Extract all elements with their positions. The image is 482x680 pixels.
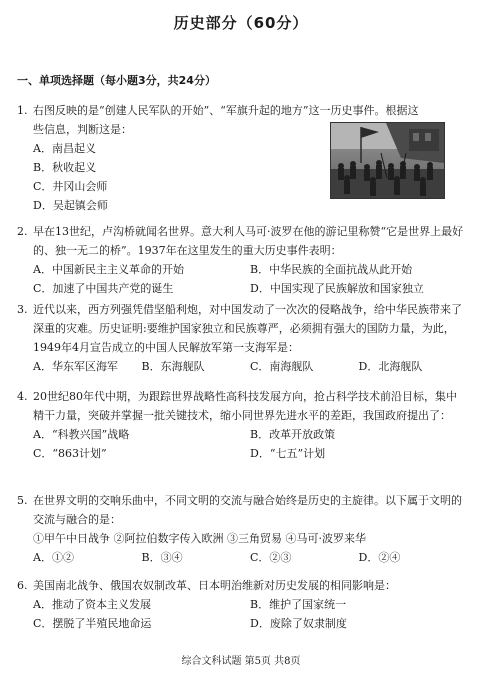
options xyxy=(17,548,467,567)
option-c: C．加速了中国共产党的诞生 xyxy=(33,282,174,295)
option-c: C．“863计划” xyxy=(33,447,107,460)
option-d: D．“七五”计划 xyxy=(250,447,326,460)
option-d: D．废除了奴隶制度 xyxy=(250,617,347,630)
option-c: C．摆脱了半殖民地命运 xyxy=(33,617,152,630)
option-b: B．③④ xyxy=(141,551,183,564)
option-d: D．北海舰队 xyxy=(358,360,423,373)
options xyxy=(17,425,467,463)
option-a: A．中国新民主主义革命的开始 xyxy=(33,263,184,276)
question-stem: 在世界文明的交响乐曲中，不同文明的交流与融合始终是历史的主旋律。以下属于文明的交流与融合的是： xyxy=(33,494,462,526)
question-3 xyxy=(17,300,467,376)
options xyxy=(17,357,467,376)
question-5 xyxy=(17,491,467,567)
question-number: 4. xyxy=(17,390,28,403)
options xyxy=(17,260,467,298)
option-a: A．“科教兴国”战略 xyxy=(33,428,130,441)
option-d: D．中国实现了民族解放和国家独立 xyxy=(250,282,424,295)
option-b: B．中华民族的全面抗战从此开始 xyxy=(250,263,413,276)
section-heading: 一、单项选择题（每小题3分，共24分） xyxy=(17,74,216,87)
option-b: B．改革开放政策 xyxy=(250,428,336,441)
option-b: B．东海舰队 xyxy=(141,360,205,373)
option-a: A．南昌起义 xyxy=(33,142,96,155)
option-c: C．②③ xyxy=(250,551,292,564)
statement-list: ①甲午中日战争 ②阿拉伯数字传入欧洲 ③三角贸易 ④马可·波罗来华 xyxy=(33,532,366,545)
option-c: C．井冈山会师 xyxy=(33,180,108,193)
option-a: A．华东军区海军 xyxy=(33,360,118,373)
question-4 xyxy=(17,387,467,463)
question-stem: 近代以来，西方列强凭借坚船利炮，对中国发动了一次次的侵略战争，给中华民族带来了深重的灾难。历史证明:要维护国家独立和民族尊严，必须拥有强大的国防力量，为此，1949年4月宣告成立的中国人民解放军第一支海军是： xyxy=(33,303,462,354)
option-d: D．②④ xyxy=(358,551,401,564)
option-a: A．①② xyxy=(33,551,74,564)
options xyxy=(17,595,467,633)
question-number: 3. xyxy=(17,303,28,316)
question-stem: 20世纪80年代中期，为跟踪世界战略性高科技发展方向，抢占科学技术前沿目标，集中精干力量，突破并掌握一批关键技术，缩小同世界先进水平的差距，我国政府提出了： xyxy=(33,390,457,422)
question-number: 5. xyxy=(17,494,28,507)
historical-photo xyxy=(330,122,445,199)
option-c: C．南海舰队 xyxy=(250,360,314,373)
page-footer: 综合文科试题 第5页 共8页 xyxy=(181,656,301,667)
question-6 xyxy=(17,576,467,633)
question-2 xyxy=(17,222,467,298)
question-stem: 早在13世纪，卢沟桥就闻名世界。意大利人马可·波罗在他的游记里称赞“它是世界上最好的、独一无二的桥”。1937年在这里发生的重大历史事件表明： xyxy=(33,225,464,257)
question-number: 1. xyxy=(17,104,28,117)
question-number: 2. xyxy=(17,225,28,238)
historical-photo-image xyxy=(331,123,444,198)
option-b: B．秋收起义 xyxy=(33,161,97,174)
stem-line: 些信息，判断这是： xyxy=(33,123,132,136)
option-b: B．维护了国家统一 xyxy=(250,598,347,611)
stem-line: 右图反映的是“创建人民军队的开始”、“军旗升起的地方”这一历史事件。根据这 xyxy=(33,104,419,117)
page-title: 历史部分（60分） xyxy=(173,14,309,32)
options xyxy=(17,139,233,215)
option-d: D．吴起镇会师 xyxy=(33,199,108,212)
option-a: A．推动了资本主义发展 xyxy=(33,598,151,611)
question-number: 6. xyxy=(17,579,28,592)
question-stem: 美国南北战争、俄国农奴制改革、日本明治维新对历史发展的相同影响是： xyxy=(33,579,396,592)
